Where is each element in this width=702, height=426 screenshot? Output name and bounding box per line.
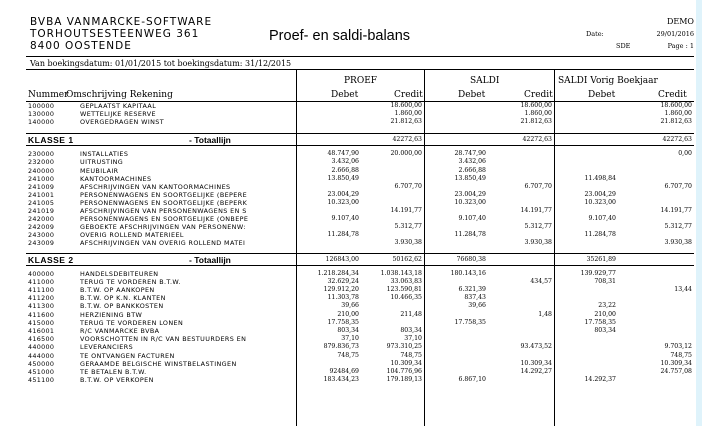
account-description: B.T.W. OP BANKKOSTEN — [80, 302, 164, 311]
amount-cell: 803,34 — [400, 326, 422, 334]
amount-cell: 748,75 — [670, 351, 692, 359]
amount-cell: 104.776,96 — [386, 367, 422, 375]
amount-cell: 10.309,34 — [390, 359, 422, 367]
table-row — [26, 335, 694, 343]
amount-cell: 18.600,00 — [390, 102, 422, 109]
saldi-debet-header: Debet — [458, 90, 486, 100]
date-label: Date: — [586, 30, 604, 38]
account-number: 241001 — [28, 190, 55, 199]
amount-cell: 17.758,35 — [454, 318, 486, 326]
account-description: PERSONENWAGENS EN SOORTGELIJKE (BEPERE — [80, 190, 248, 199]
account-description: AFSCHRIJVINGEN VAN KANTOORMACHINES — [80, 182, 231, 191]
report-date: 29/01/2016 — [656, 30, 694, 38]
table-row — [26, 183, 694, 191]
account-number: 242000 — [28, 215, 55, 224]
account-number: 415000 — [28, 318, 55, 327]
amount-cell: 14.292,27 — [520, 367, 552, 375]
account-number: 241019 — [28, 207, 55, 215]
report-meta — [586, 16, 694, 52]
amount-cell: 23,22 — [598, 302, 616, 310]
amount-cell: 13.850,49 — [454, 174, 486, 182]
account-description: VOORSCHOTTEN IN R/C VAN BESTUURDERS EN — [80, 335, 247, 344]
amount-cell: 1.038.143,18 — [380, 269, 422, 277]
account-description: TE BETALEN B.T.W. — [80, 367, 147, 376]
amount-cell: 39,66 — [341, 302, 359, 310]
account-description: TE ONTVANGEN FACTUREN — [80, 351, 175, 360]
saldi-header: SALDI — [470, 76, 500, 86]
table-row — [26, 352, 694, 360]
divider — [26, 69, 694, 70]
amount-cell: 10.323,00 — [327, 198, 359, 206]
vorig-credit-header: Credit — [658, 90, 687, 100]
amount-cell: 1.218.284,34 — [317, 269, 359, 277]
amount-cell: 211,48 — [400, 310, 422, 318]
account-description: KANTOORMACHINES — [80, 174, 152, 183]
amount-cell: 6.707,70 — [394, 182, 422, 190]
account-number: 230000 — [28, 150, 55, 159]
amount-cell: 803,34 — [594, 326, 616, 334]
account-description: R/C VANMARCKE BVBA — [80, 326, 160, 335]
amount-cell: 13,44 — [674, 285, 692, 293]
demo-label: DEMO — [666, 17, 694, 26]
amount-cell: 973.310,25 — [386, 343, 422, 351]
amount-cell: 93.473,52 — [520, 343, 552, 351]
amount-cell: 6.867,10 — [458, 376, 486, 384]
amount-cell: 434,57 — [530, 277, 552, 285]
account-number: 416500 — [28, 335, 55, 344]
account-description: TERUG TE VORDEREN LONEN — [80, 318, 184, 327]
table-row — [26, 327, 694, 335]
table-row — [26, 278, 694, 286]
amount-cell: 879.836,73 — [323, 343, 359, 351]
amount-cell: 2.666,88 — [331, 166, 359, 174]
report-title: Proef- en saldi-balans — [269, 28, 411, 44]
account-number: 411200 — [28, 294, 55, 303]
amount-cell: 23.004,29 — [454, 190, 486, 198]
company-city: 8400 OOSTENDE — [30, 40, 132, 52]
amount-cell: 23.004,29 — [327, 190, 359, 198]
table-row — [26, 199, 694, 207]
amount-cell: 10.309,34 — [660, 359, 692, 367]
amount-cell: 92484,69 — [329, 367, 359, 375]
amount-cell: 9.107,40 — [458, 215, 486, 223]
account-number: 100000 — [28, 102, 55, 110]
table-row — [26, 167, 694, 175]
amount-cell: 2.666,88 — [458, 166, 486, 174]
table-row — [26, 118, 694, 126]
omschrijving-header: Omschrijving Rekening — [66, 90, 173, 100]
total-label: - Totaallijn — [189, 254, 231, 265]
amount-cell: 18.600,00 — [660, 102, 692, 109]
account-description: MEUBILAIR — [80, 166, 119, 175]
amount-cell: 3.930,38 — [394, 239, 422, 247]
table-row — [26, 376, 694, 384]
amount-cell: 11.284,78 — [454, 231, 486, 239]
company-street: TORHOUTSESTEENWEG 361 — [30, 28, 200, 40]
table-row — [26, 191, 694, 199]
account-number: 440000 — [28, 343, 55, 352]
total-amount: 126843,00 — [325, 255, 359, 263]
account-description: GEBOEKTE AFSCHRIJVINGEN VAN PERSONENW: — [80, 223, 246, 232]
table-row — [26, 231, 694, 239]
table-row — [26, 319, 694, 327]
account-number: 411600 — [28, 310, 55, 319]
proef-header: PROEF — [344, 76, 378, 86]
class-label: KLASSE 1 — [28, 135, 74, 146]
table-row — [26, 360, 694, 368]
amount-cell: 129.912,20 — [323, 285, 359, 293]
amount-cell: 39,66 — [468, 302, 486, 310]
amount-cell: 14.191,77 — [390, 207, 422, 214]
account-number: 140000 — [28, 118, 55, 127]
amount-cell: 24.757,08 — [660, 367, 692, 375]
table-row — [26, 343, 694, 351]
amount-cell: 837,43 — [464, 294, 486, 302]
table-row — [26, 223, 694, 231]
amount-cell: 180.143,16 — [450, 269, 486, 277]
account-number: 130000 — [28, 110, 55, 119]
proef-credit-header: Credit — [394, 90, 423, 100]
amount-cell: 20.000,00 — [390, 150, 422, 158]
class-label: KLASSE 2 — [28, 254, 74, 265]
amount-cell: 10.309,34 — [520, 359, 552, 367]
account-description: AFSCHRIJVINGEN VAN PERSONENWAGENS EN S — [80, 207, 247, 215]
total-amount: 42272,63 — [392, 136, 422, 144]
amount-cell: 14.191,77 — [660, 207, 692, 214]
account-description: HERZIENING BTW — [80, 310, 143, 319]
amount-cell: 748,75 — [337, 351, 359, 359]
divider — [26, 56, 694, 57]
account-number: 451000 — [28, 367, 55, 376]
amount-cell: 123.590,81 — [386, 285, 422, 293]
table-row — [26, 286, 694, 294]
table-row — [26, 294, 694, 302]
amount-cell: 6.321,39 — [458, 285, 486, 293]
amount-cell: 28.747,90 — [454, 150, 486, 158]
account-number: 416001 — [28, 326, 55, 335]
amount-cell: 6.707,70 — [664, 182, 692, 190]
account-number: 243000 — [28, 231, 55, 240]
amount-cell: 33.063,83 — [390, 277, 422, 285]
amount-cell: 5.312,77 — [394, 223, 422, 231]
sde-label: SDE — [616, 42, 631, 50]
amount-cell: 10.323,00 — [584, 198, 616, 206]
class-total-row — [26, 133, 694, 146]
table-row — [26, 215, 694, 223]
vorig-header: SALDI Vorig Boekjaar — [558, 76, 658, 86]
company-block — [30, 16, 212, 52]
table-row — [26, 368, 694, 376]
account-number: 400000 — [28, 269, 55, 278]
account-number: 450000 — [28, 359, 55, 368]
account-description: WETTELIJKE RESERVE — [80, 110, 156, 119]
table-row — [26, 239, 694, 247]
account-number: 451100 — [28, 376, 55, 385]
amount-cell: 9.703,12 — [664, 343, 692, 351]
table-row — [26, 270, 694, 278]
table-row — [26, 102, 694, 110]
nummer-header: Nummer — [28, 90, 69, 100]
proef-debet-header: Debet — [331, 90, 359, 100]
amount-cell: 1.860,00 — [524, 110, 552, 118]
account-number: 241005 — [28, 198, 55, 207]
account-description: OVERGEDRAGEN WINST — [80, 118, 165, 127]
account-description: GEPLAATST KAPITAAL — [80, 102, 157, 110]
amount-cell: 37,10 — [404, 335, 422, 343]
total-amount: 35261,89 — [586, 255, 616, 263]
account-number: 243009 — [28, 239, 55, 248]
amount-cell: 3.432,06 — [331, 158, 359, 166]
amount-cell: 139.929,77 — [580, 269, 616, 277]
vorig-debet-header: Debet — [588, 90, 616, 100]
account-number: 232000 — [28, 158, 55, 167]
total-amount: 76680,38 — [456, 255, 486, 263]
period-line: Van boekingsdatum: 01/01/2015 tot boekingsdatum: 31/12/2015 — [30, 59, 292, 68]
account-description: LEVERANCIERS — [80, 343, 134, 352]
account-number: 241000 — [28, 174, 55, 183]
table-row — [26, 302, 694, 310]
table-row — [26, 110, 694, 118]
account-description: PERSONENWAGENS EN SOORTGELIJKE (ONBEPE — [80, 215, 249, 224]
account-number: 411300 — [28, 302, 55, 311]
amount-cell: 0,00 — [678, 150, 692, 158]
amount-cell: 14.191,77 — [520, 207, 552, 214]
account-description: PERSONENWAGENS EN SOORTGELIJKE (BEPERK — [80, 198, 248, 207]
amount-cell: 17.758,35 — [327, 318, 359, 326]
report-page — [26, 6, 694, 426]
company-name: BVBA VANMARCKE-SOFTWARE — [30, 16, 213, 28]
amount-cell: 3.930,38 — [524, 239, 552, 247]
amount-cell: 11.303,78 — [327, 294, 359, 302]
table-row — [26, 311, 694, 319]
amount-cell: 21.812,63 — [660, 118, 692, 126]
amount-cell: 14.292,37 — [584, 376, 616, 384]
account-description: B.T.W. OP K.N. KLANTEN — [80, 294, 166, 303]
total-label: - Totaallijn — [189, 135, 231, 146]
account-description: UITRUSTING — [80, 158, 124, 167]
amount-cell: 1,48 — [538, 310, 552, 318]
account-number: 242009 — [28, 223, 55, 232]
account-description: HANDELSDEBITEUREN — [80, 269, 159, 278]
account-description: GERAAMDE BELGISCHE WINSTBELASTINGEN — [80, 359, 237, 368]
amount-cell: 210,00 — [594, 310, 616, 318]
amount-cell: 3.930,38 — [664, 239, 692, 247]
amount-cell: 1.860,00 — [394, 110, 422, 118]
account-number: 411100 — [28, 285, 55, 294]
amount-cell: 37,10 — [341, 335, 359, 343]
page-number: Page : 1 — [667, 42, 694, 50]
amount-cell: 5.312,77 — [524, 223, 552, 231]
amount-cell: 11.284,78 — [327, 231, 359, 239]
scroll-edge — [696, 0, 702, 426]
amount-cell: 48.747,90 — [327, 150, 359, 158]
total-amount: 42272,63 — [522, 136, 552, 144]
amount-cell: 748,75 — [400, 351, 422, 359]
amount-cell: 179.189,13 — [386, 376, 422, 384]
amount-cell: 13.850,49 — [327, 174, 359, 182]
account-description: AFSCHRIJVINGEN VAN OVERIG ROLLEND MATEI — [80, 239, 246, 248]
amount-cell: 9.107,40 — [331, 215, 359, 223]
amount-cell: 708,31 — [594, 277, 616, 285]
amount-cell: 11.284,78 — [584, 231, 616, 239]
table-row — [26, 207, 694, 215]
account-number: 411000 — [28, 277, 55, 286]
account-number: 241009 — [28, 182, 55, 191]
amount-cell: 9.107,40 — [588, 215, 616, 223]
table-row — [26, 175, 694, 183]
amount-cell: 23.004,29 — [584, 190, 616, 198]
amount-cell: 10.323,00 — [454, 198, 486, 206]
table-row — [26, 158, 694, 166]
total-amount: 42272,63 — [662, 136, 692, 144]
saldi-credit-header: Credit — [524, 90, 553, 100]
amount-cell: 21.812,63 — [390, 118, 422, 126]
amount-cell: 183.434,23 — [323, 376, 359, 384]
amount-cell: 10.466,35 — [390, 294, 422, 302]
amount-cell: 18.600,00 — [520, 102, 552, 109]
amount-cell: 32.629,24 — [327, 277, 359, 285]
account-description: OVERIG ROLLEND MATERIEEL — [80, 231, 184, 240]
amount-cell: 6.707,70 — [524, 182, 552, 190]
table-row — [26, 150, 694, 158]
account-description: TERUG TE VORDEREN B.T.W. — [80, 277, 181, 286]
amount-cell: 5.312,77 — [664, 223, 692, 231]
account-description: INSTALLATIES — [80, 150, 129, 159]
account-description: B.T.W. OP VERKOPEN — [80, 376, 154, 385]
amount-cell: 3.432,06 — [458, 158, 486, 166]
amount-cell: 21.812,63 — [520, 118, 552, 126]
amount-cell: 1.860,00 — [664, 110, 692, 118]
amount-cell: 210,00 — [337, 310, 359, 318]
account-description: B.T.W. OP AANKOPEN — [80, 285, 155, 294]
account-number: 444000 — [28, 351, 55, 360]
amount-cell: 11.498,84 — [584, 174, 616, 182]
amount-cell: 803,34 — [337, 326, 359, 334]
account-number: 240000 — [28, 166, 55, 175]
total-amount: 50162,62 — [392, 255, 422, 263]
amount-cell: 17.758,35 — [584, 318, 616, 326]
class-total-row — [26, 253, 694, 266]
